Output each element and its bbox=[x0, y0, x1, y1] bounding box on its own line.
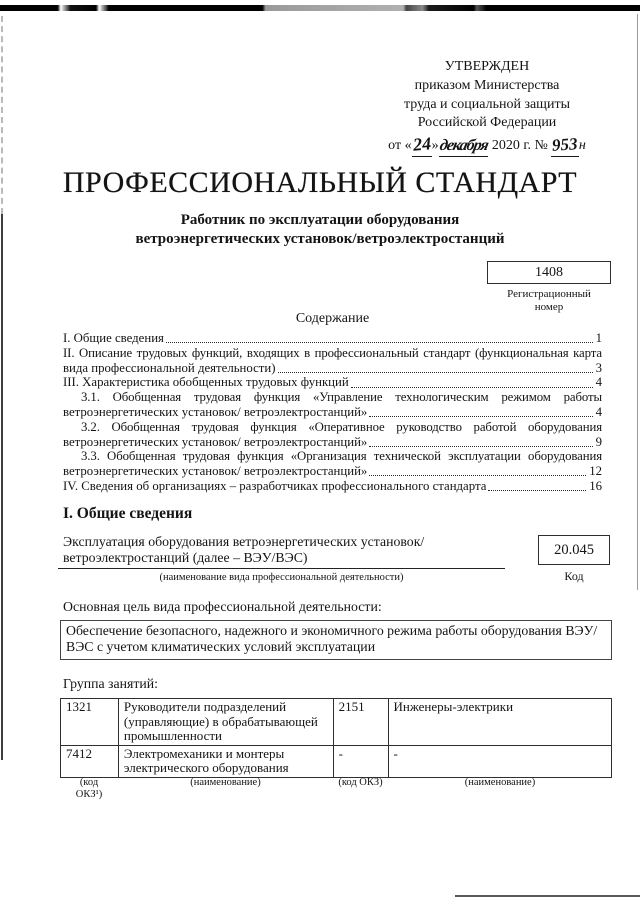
scan-artifact-left-line bbox=[1, 214, 3, 760]
handwritten-month: декабря bbox=[437, 137, 490, 155]
toc-entry-3 bbox=[63, 375, 602, 390]
document-title: ПРОФЕССИОНАЛЬНЫЙ СТАНДАРТ bbox=[62, 166, 578, 199]
date-rest: 2020 г. № bbox=[488, 138, 552, 154]
occupation-name-cell: - bbox=[388, 745, 612, 777]
toc-entry-3-1-line-1: 3.1. Обобщенная трудовая функция «Управление технологическим режимом работы bbox=[81, 390, 602, 405]
activity-underline bbox=[58, 568, 505, 569]
occupation-code-cell: - bbox=[333, 745, 388, 777]
occupations-table bbox=[60, 698, 612, 778]
handwritten-order-number: 953 bbox=[551, 134, 579, 156]
toc-dot-leader bbox=[166, 342, 593, 343]
approval-line: труда и социальной защиты bbox=[404, 96, 570, 112]
toc-entry-3-3-line-1: 3.3. Обобщенная трудовая функция «Организация технической эксплуатации оборудования bbox=[81, 449, 602, 464]
approval-line: УТВЕРЖДЕН bbox=[444, 59, 530, 74]
toc-entry-text: ветроэнергетических установок/ ветроэлектростанций» bbox=[63, 464, 368, 479]
toc-dot-leader bbox=[369, 416, 592, 417]
activity-code-label: Код bbox=[564, 569, 584, 583]
registration-label-line-2: номер bbox=[534, 300, 564, 313]
table-of-contents bbox=[63, 311, 602, 494]
occupation-name-cell: Руководители подразделений (управляющие) в обрабатывающей промышленности bbox=[118, 699, 333, 746]
activity-line-2: ветроэлектростанций (далее – ВЭУ/ВЭС) bbox=[63, 549, 308, 565]
toc-page-number: 9 bbox=[595, 434, 602, 449]
caption-okz-code bbox=[60, 777, 118, 800]
order-letter: н bbox=[578, 138, 586, 154]
caption-okz-code-2: (код ОКЗ) bbox=[338, 777, 383, 788]
toc-entry-text: ветроэнергетических установок/ ветроэлектростанций» bbox=[63, 404, 368, 419]
toc-entry-3-1-line-2 bbox=[63, 405, 602, 420]
table-row bbox=[61, 745, 612, 777]
handwritten-day: 24 bbox=[411, 133, 432, 155]
document-subtitle bbox=[0, 211, 640, 248]
registration-number-label bbox=[487, 288, 611, 313]
toc-entry-text: III. Характеристика обобщенных трудовых функций bbox=[63, 375, 349, 390]
toc-dot-leader bbox=[369, 446, 592, 447]
date-quote-close: » bbox=[431, 138, 439, 154]
toc-entry-2-line-1: II. Описание трудовых функций, входящих в профессиональный стандарт (функциональная карта bbox=[63, 345, 602, 360]
toc-entry-3-3-line-2 bbox=[63, 464, 602, 479]
toc-page-number: 16 bbox=[589, 478, 602, 493]
activity-caption: (наименование вида профессиональной деятельности) bbox=[159, 572, 404, 583]
table-row bbox=[61, 699, 612, 746]
section-1-heading: I. Общие сведения bbox=[63, 505, 193, 522]
purpose-text-box: Обеспечение безопасного, надежного и экономичного режима работы оборудования ВЭУ/ВЭС с учетом климатических условий эксплуатации bbox=[60, 620, 612, 660]
toc-page-number: 12 bbox=[589, 464, 602, 479]
toc-dot-leader bbox=[278, 372, 593, 373]
subtitle-line-2: ветроэнергетических установок/ветроэлектростанций bbox=[135, 230, 505, 247]
caption-okz-code-line-1: (код bbox=[79, 777, 99, 788]
approval-line: Российской Федерации bbox=[417, 115, 557, 131]
handwritten-month-blank bbox=[439, 136, 489, 157]
toc-entry-text: I. Общие сведения bbox=[63, 331, 164, 345]
toc-entry-text: IV. Сведения об организациях – разработчиках профессионального стандарта bbox=[63, 478, 487, 493]
toc-entry-text: вида профессиональной деятельности) bbox=[63, 360, 276, 375]
scan-artifact-top-bar bbox=[0, 5, 640, 11]
toc-entry-3-2-line-1: 3.2. Обобщенная трудовая функция «Оперативное руководство работой оборудования bbox=[81, 419, 602, 434]
toc-page-number: 4 bbox=[595, 404, 602, 419]
caption-okz-code-line-2: ОКЗ¹) bbox=[75, 788, 103, 800]
toc-entry-4 bbox=[63, 479, 602, 494]
scan-artifact-right-line bbox=[637, 14, 638, 590]
table-captions-row bbox=[60, 777, 612, 800]
toc-dot-leader bbox=[351, 387, 593, 388]
occupations-label: Группа занятий: bbox=[63, 676, 158, 691]
handwritten-number-blank bbox=[551, 135, 579, 157]
occupation-code-cell: 7412 bbox=[61, 745, 119, 777]
subtitle-line-1: Работник по эксплуатации оборудования bbox=[180, 212, 460, 228]
toc-entry-3-2-line-2 bbox=[63, 435, 602, 450]
occupation-code-cell: 2151 bbox=[333, 699, 388, 746]
activity-code-box: 20.045 bbox=[538, 535, 610, 565]
toc-page-number: 4 bbox=[595, 375, 602, 390]
toc-entry-1 bbox=[63, 331, 602, 346]
approval-date-line bbox=[337, 134, 637, 157]
occupation-name-cell: Электромеханики и монтеры электрического оборудования bbox=[118, 745, 333, 777]
purpose-label: Основная цель вида профессиональной деятельности: bbox=[63, 599, 382, 614]
toc-title: Содержание bbox=[295, 311, 370, 326]
caption-name-1: (наименование) bbox=[190, 777, 261, 788]
date-prefix: от « bbox=[388, 138, 412, 154]
toc-entry-text: ветроэнергетических установок/ ветроэлектростанций» bbox=[63, 434, 368, 449]
toc-dot-leader bbox=[488, 490, 586, 491]
toc-page-number: 1 bbox=[595, 331, 602, 345]
handwritten-day-blank bbox=[412, 134, 432, 157]
activity-name-field bbox=[63, 534, 513, 566]
activity-line-1: Эксплуатация оборудования ветроэнергетических установок/ bbox=[63, 534, 425, 549]
caption-name-2: (наименование) bbox=[464, 777, 536, 788]
approval-line: приказом Министерства bbox=[414, 77, 560, 93]
scan-artifact-bottom-line bbox=[455, 895, 640, 897]
occupation-code-cell: 1321 bbox=[61, 699, 119, 746]
registration-label-line-1: Регистрационный bbox=[507, 288, 591, 300]
registration-number-box: 1408 bbox=[487, 261, 611, 284]
occupation-name-cell: Инженеры-электрики bbox=[388, 699, 612, 746]
toc-page-number: 3 bbox=[595, 360, 602, 375]
toc-entry-2-line-2 bbox=[63, 361, 602, 376]
toc-dot-leader bbox=[369, 475, 586, 476]
approval-block bbox=[337, 58, 637, 157]
